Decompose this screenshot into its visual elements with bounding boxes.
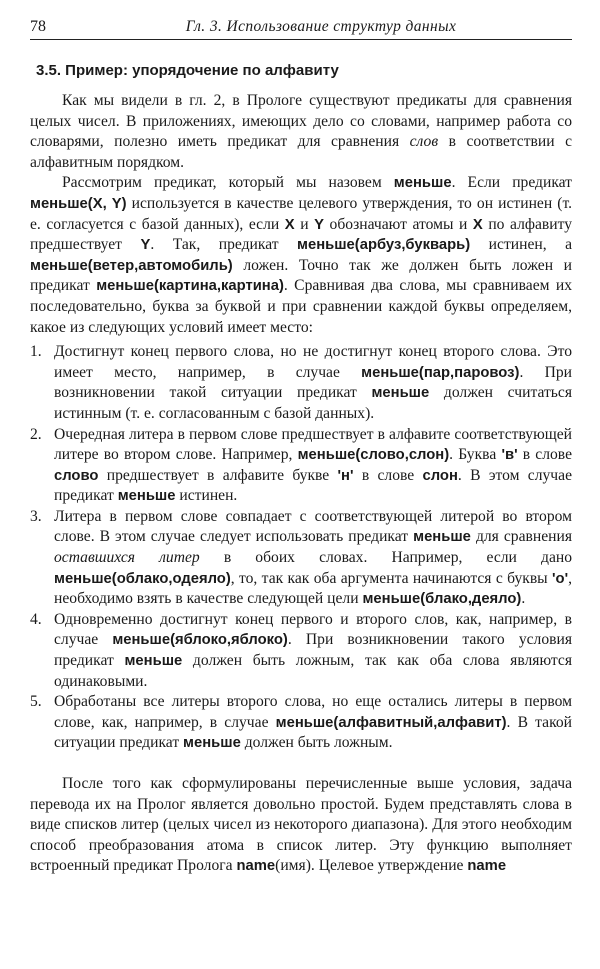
list-item xyxy=(30,610,572,692)
list-item-number: 3. xyxy=(30,507,42,525)
page-number: 78 xyxy=(30,18,46,35)
section-title: 3.5. Пример: упорядочение по алфавиту xyxy=(36,62,339,79)
list-item-number: 5. xyxy=(30,693,42,711)
paragraph-conclusion: После того как сформулированы перечисленные выше условия, задача перевода их на Пролог является довольно простой. Будем представлять слова в виде списков литер (целых чисел из некоторого диапазона). Для этого необходим способ преобразования атома в список литер. Эту функцию выполняет встроенный предикат Пролога name(имя). Целевое утверждение name xyxy=(30,775,572,875)
list-item xyxy=(30,342,572,424)
list-item xyxy=(30,507,572,610)
book-page xyxy=(30,18,572,877)
running-title: Гл. 3. Использование структур данных xyxy=(185,18,457,35)
list-item xyxy=(30,692,572,754)
paragraph-predicate: Рассмотрим предикат, который мы назовем меньше. Если предикат меньше(X, Y) используется в качестве целевого утверждения, то он истинен (т. е. согласуется с базой данных), если X и Y обозначают атомы и X по алфавиту предшествует Y. Так, предикат меньше(арбуз,букварь) истинен, а меньше(ветер,автомобиль) ложен. Точно так же должен быть ложен и предикат меньше(картина,картина). Сравнивая два слова, мы сравниваем их последовательно, буква за буквой и при сравнении каждой буквы определяем, какое из следующих условий имеет место: xyxy=(30,174,573,336)
list-item-text: Одновременно достигнут конец первого и второго слов, как, например, в случае меньше(яблоко,яблоко). При возникновении такого условия предикат меньше должен быть ложным, так как оба слова являются одинаковыми. xyxy=(54,610,572,690)
list-item-number: 2. xyxy=(30,425,42,443)
list-item-text: Обработаны все литеры второго слова, но еще остались литеры в первом слове, как, например, в случае меньше(алфавитный,алфавит). В такой ситуации предикат меньше должен быть ложным. xyxy=(54,693,572,752)
list-item-number: 4. xyxy=(30,610,42,628)
list-item-text: Литера в первом слове совпадает с соответствующей литерой во втором слове. В этом случае следует использовать предикат меньше для сравнения оставшихся литер в обоих словах. Например, если дано меньше(облако,одеяло), то, так как оба аргумента начинаются с буквы 'о', необходимо взять в качестве следующей цели меньше(блако,деяло). xyxy=(54,507,573,608)
paragraph-intro: Как мы видели в гл. 2, в Прологе существуют предикаты для сравнения целых чисел. В приложениях, имеющих дело со словами, например работа со словарями, полезно иметь предикат для сравнения слов в соответствии с алфавитным порядком. xyxy=(30,92,572,171)
list-item-text: Очередная литера в первом слове предшествует в алфавите соответствующей литере во втором слове. Например, меньше(слово,слон). Буква 'в' в слове слово предшествует в алфавите букве 'н' в слове слон. В этом случае предикат меньше истинен. xyxy=(54,425,573,505)
page-header xyxy=(30,18,572,40)
list-item-number: 1. xyxy=(30,343,42,361)
list-item-text: Достигнут конец первого слова, но не достигнут конец второго слова. Это имеет место, например, в случае меньше(пар,паровоз). При возникновении такой ситуации предикат меньше должен считаться истинным (т. е. согласованным с базой данных). xyxy=(54,343,572,422)
conditions-list xyxy=(30,342,572,754)
list-item xyxy=(30,425,572,507)
